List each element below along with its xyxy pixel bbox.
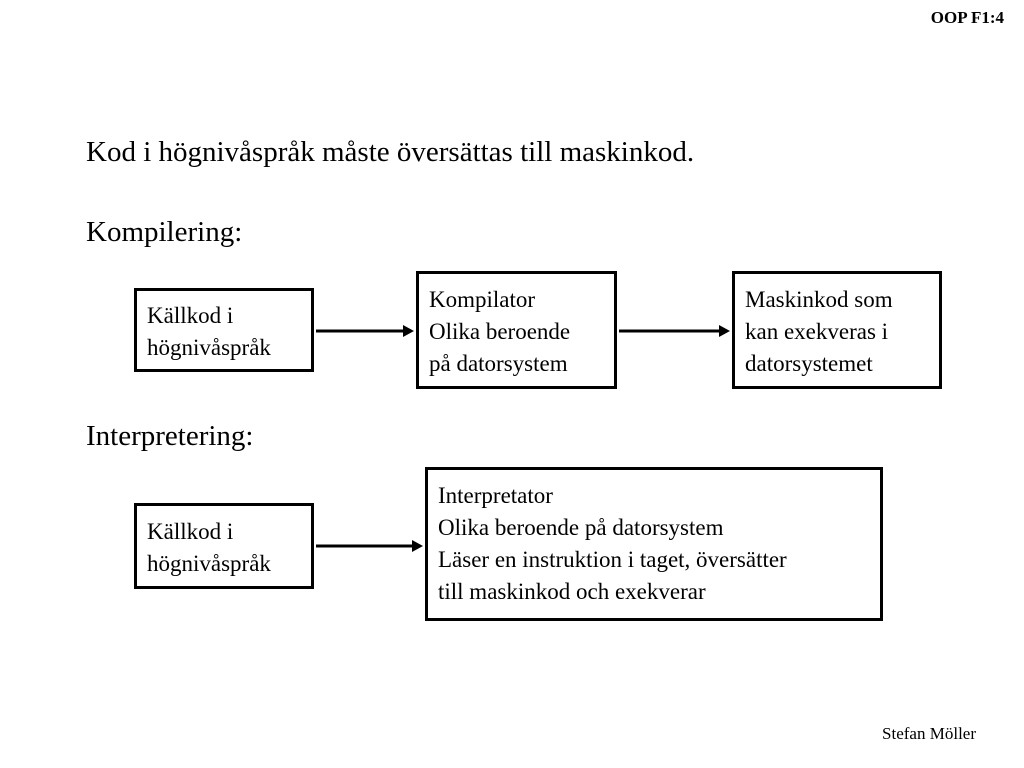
box-line: Kompilator xyxy=(429,287,536,312)
arrow-compiler-to-machine-code xyxy=(619,325,730,337)
intro-text: Kod i högnivåspråk måste översättas till maskinkod. xyxy=(86,136,695,168)
box-line: Maskinkod som xyxy=(745,287,893,312)
box-line: kan exekveras i xyxy=(745,319,889,344)
box-line: Olika beroende xyxy=(429,319,571,344)
box-line: högnivåspråk xyxy=(147,335,271,360)
box-line: Läser en instruktion i taget, översätter xyxy=(438,547,787,572)
arrow-source-to-compiler xyxy=(316,325,414,337)
compile-heading: Kompilering: xyxy=(86,216,243,248)
box-line: Källkod i xyxy=(147,303,234,328)
box-line: Interpretator xyxy=(438,483,553,508)
arrow-source-to-interpreter xyxy=(316,540,423,552)
box-line: till maskinkod och exekverar xyxy=(438,579,706,604)
box-line: Olika beroende på datorsystem xyxy=(438,515,724,540)
author-name: Stefan Möller xyxy=(882,724,976,743)
box-line: på datorsystem xyxy=(429,351,568,376)
box-line: datorsystemet xyxy=(745,351,873,376)
interpret-heading: Interpretering: xyxy=(86,420,254,452)
box-line: högnivåspråk xyxy=(147,551,271,576)
slide-id: OOP F1:4 xyxy=(930,8,1004,27)
box-line: Källkod i xyxy=(147,519,234,544)
